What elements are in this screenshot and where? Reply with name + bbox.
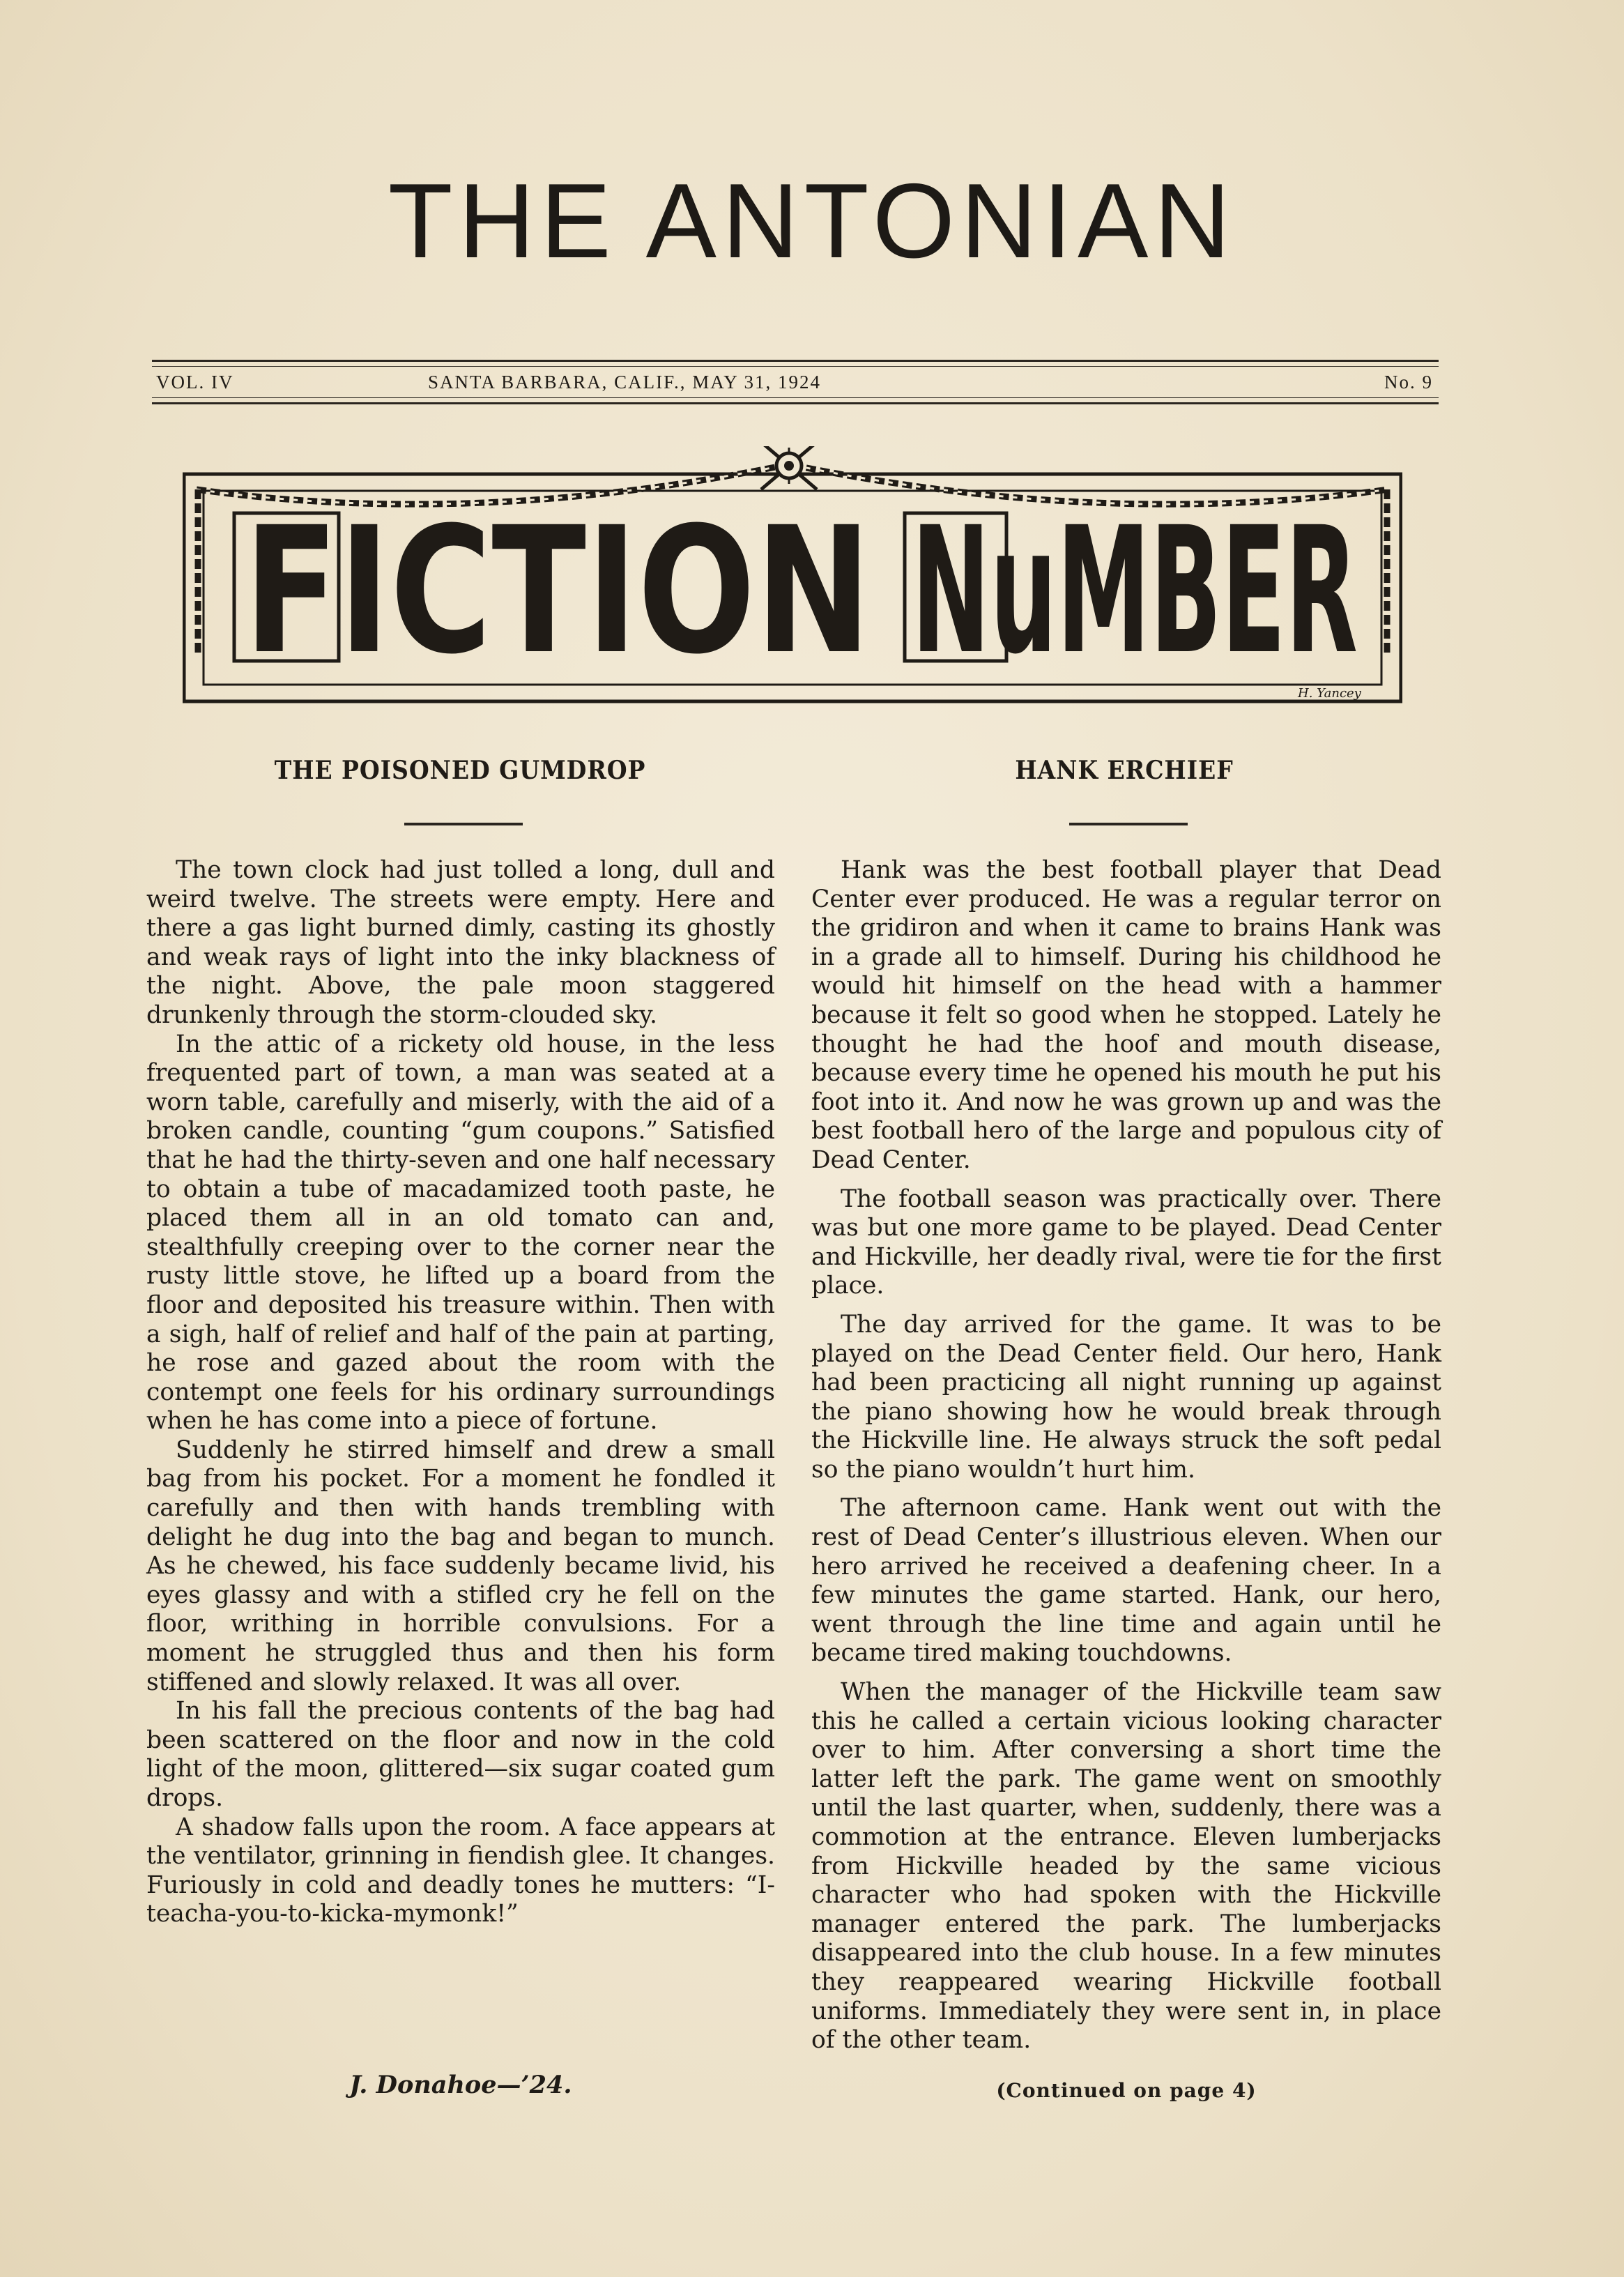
- right-paragraph: The afternoon came. Hank went out with the rest of Dead Center’s illustrious eleven. When our hero arrived he received a deafening cheer. In a few minutes the game started. Hank, our hero, went through the line time and again until he became tired making touchdowns.: [811, 1494, 1441, 1668]
- artist-signature: H. Yancey: [1298, 686, 1361, 701]
- place-date-label: SANTA BARBARA, CALIF., MAY 31, 1924: [428, 372, 822, 393]
- right-paragraph: The day arrived for the game. It was to be played on the Dead Center field. Our hero, Hank had been practicing all night running up against the piano showing how he would break through the Hickville line. He always struck the soft pedal so the piano wouldn’t hurt him.: [811, 1310, 1441, 1484]
- dateline-bar: [152, 360, 1439, 404]
- right-title-rule: [1069, 823, 1188, 825]
- author-signature: J. Donahoe—’24.: [349, 2071, 572, 2099]
- left-story-body: [146, 856, 775, 1929]
- banner-text-fiction: FICTION: [244, 489, 871, 692]
- continued-note: (Continued on page 4): [996, 2079, 1257, 2102]
- right-paragraph: Hank was the best football player that Dead Center ever produced. He was a regular terror on the gridiron and when it came to brains Hank was in a grade all to himself. During his childhood he would hit himself on the head with a hammer because it felt so good when he stopped. Lately he thought he had the hoof and mouth disease, because every time he opened his mouth he put his foot into it. And now he was grown up and was the best football hero of the large and populous city of Dead Center.: [811, 856, 1441, 1174]
- left-paragraph: A shadow falls upon the room. A face appears at the ventilator, grinning in fiendish glee. It changes. Furiously in cold and deadly tones he mutters: “I-teacha-you-to-kicka-mymonk!”: [146, 1813, 775, 1928]
- left-paragraph: Suddenly he stirred himself and drew a small bag from his pocket. For a moment he fondled it carefully and then with hands trembling with delight he dug into the bag and began to munch. As he chewed, his face suddenly became livid, his eyes glassy and with a stifled cry he fell on the floor, writhing in horrible convulsions. For a moment he struggled thus and then his form stiffened and slowly relaxed. It was all over.: [146, 1436, 775, 1696]
- fiction-number-banner: [183, 446, 1402, 704]
- banner-text-number: NuMBER: [912, 489, 1358, 692]
- left-paragraph: In his fall the precious contents of the bag had been scattered on the floor and now in the cold light of the moon, glittered—six sugar coated gum drops.: [146, 1697, 775, 1812]
- right-story-title: HANK ERCHIEF: [1015, 756, 1234, 785]
- right-paragraph: When the manager of the Hickville team saw this he called a certain vicious looking character over to him. After conversing a short time the latter left the park. The game went on smoothly until the last quarter, when, suddenly, there was a commotion at the entrance. Eleven lumberjacks from Hickville headed by the same vicious character who had spoken with the Hickville manager entered the park. The lumberjacks disappeared into the club house. In a few minutes they reappeared wearing Hickville football uniforms. Immediately they were sent in, in place of the other team.: [811, 1678, 1441, 2055]
- right-story-body: [811, 856, 1441, 2065]
- left-title-rule: [404, 823, 523, 825]
- left-paragraph: In the attic of a rickety old house, in the less frequented part of town, a man was seated at a worn table, carefully and miserly, with the aid of a broken candle, counting “gum coupons.” Satisfied that he had the thirty-seven and one half necessary to obtain a tube of macadamized tooth paste, he placed them all in an old tomato can and, stealthfully creeping over to the corner near the rusty little stove, he lifted up a board from the floor and deposited his treasure within. Then with a sigh, half of relief and half of the pain at parting, he rose and gazed about the room with the contempt one feels for his ordinary surroundings when he has come into a piece of fortune.: [146, 1030, 775, 1436]
- issue-number-label: No. 9: [1384, 372, 1433, 393]
- left-story-title: THE POISONED GUMDROP: [274, 756, 646, 785]
- left-paragraph: The town clock had just tolled a long, dull and weird twelve. The streets were empty. Here and there a gas light burned dimly, casting its ghostly and weak rays of light into the inky blackness of the night. Above, the pale moon staggered drunkenly through the storm-clouded sky.: [146, 856, 775, 1029]
- volume-label: VOL. IV: [156, 372, 234, 393]
- masthead-title: THE ANTONIAN: [388, 162, 1236, 280]
- right-paragraph: The football season was practically over. There was but one more game to be played. Dead Center and Hickville, her deadly rival, were tie for the first place.: [811, 1185, 1441, 1300]
